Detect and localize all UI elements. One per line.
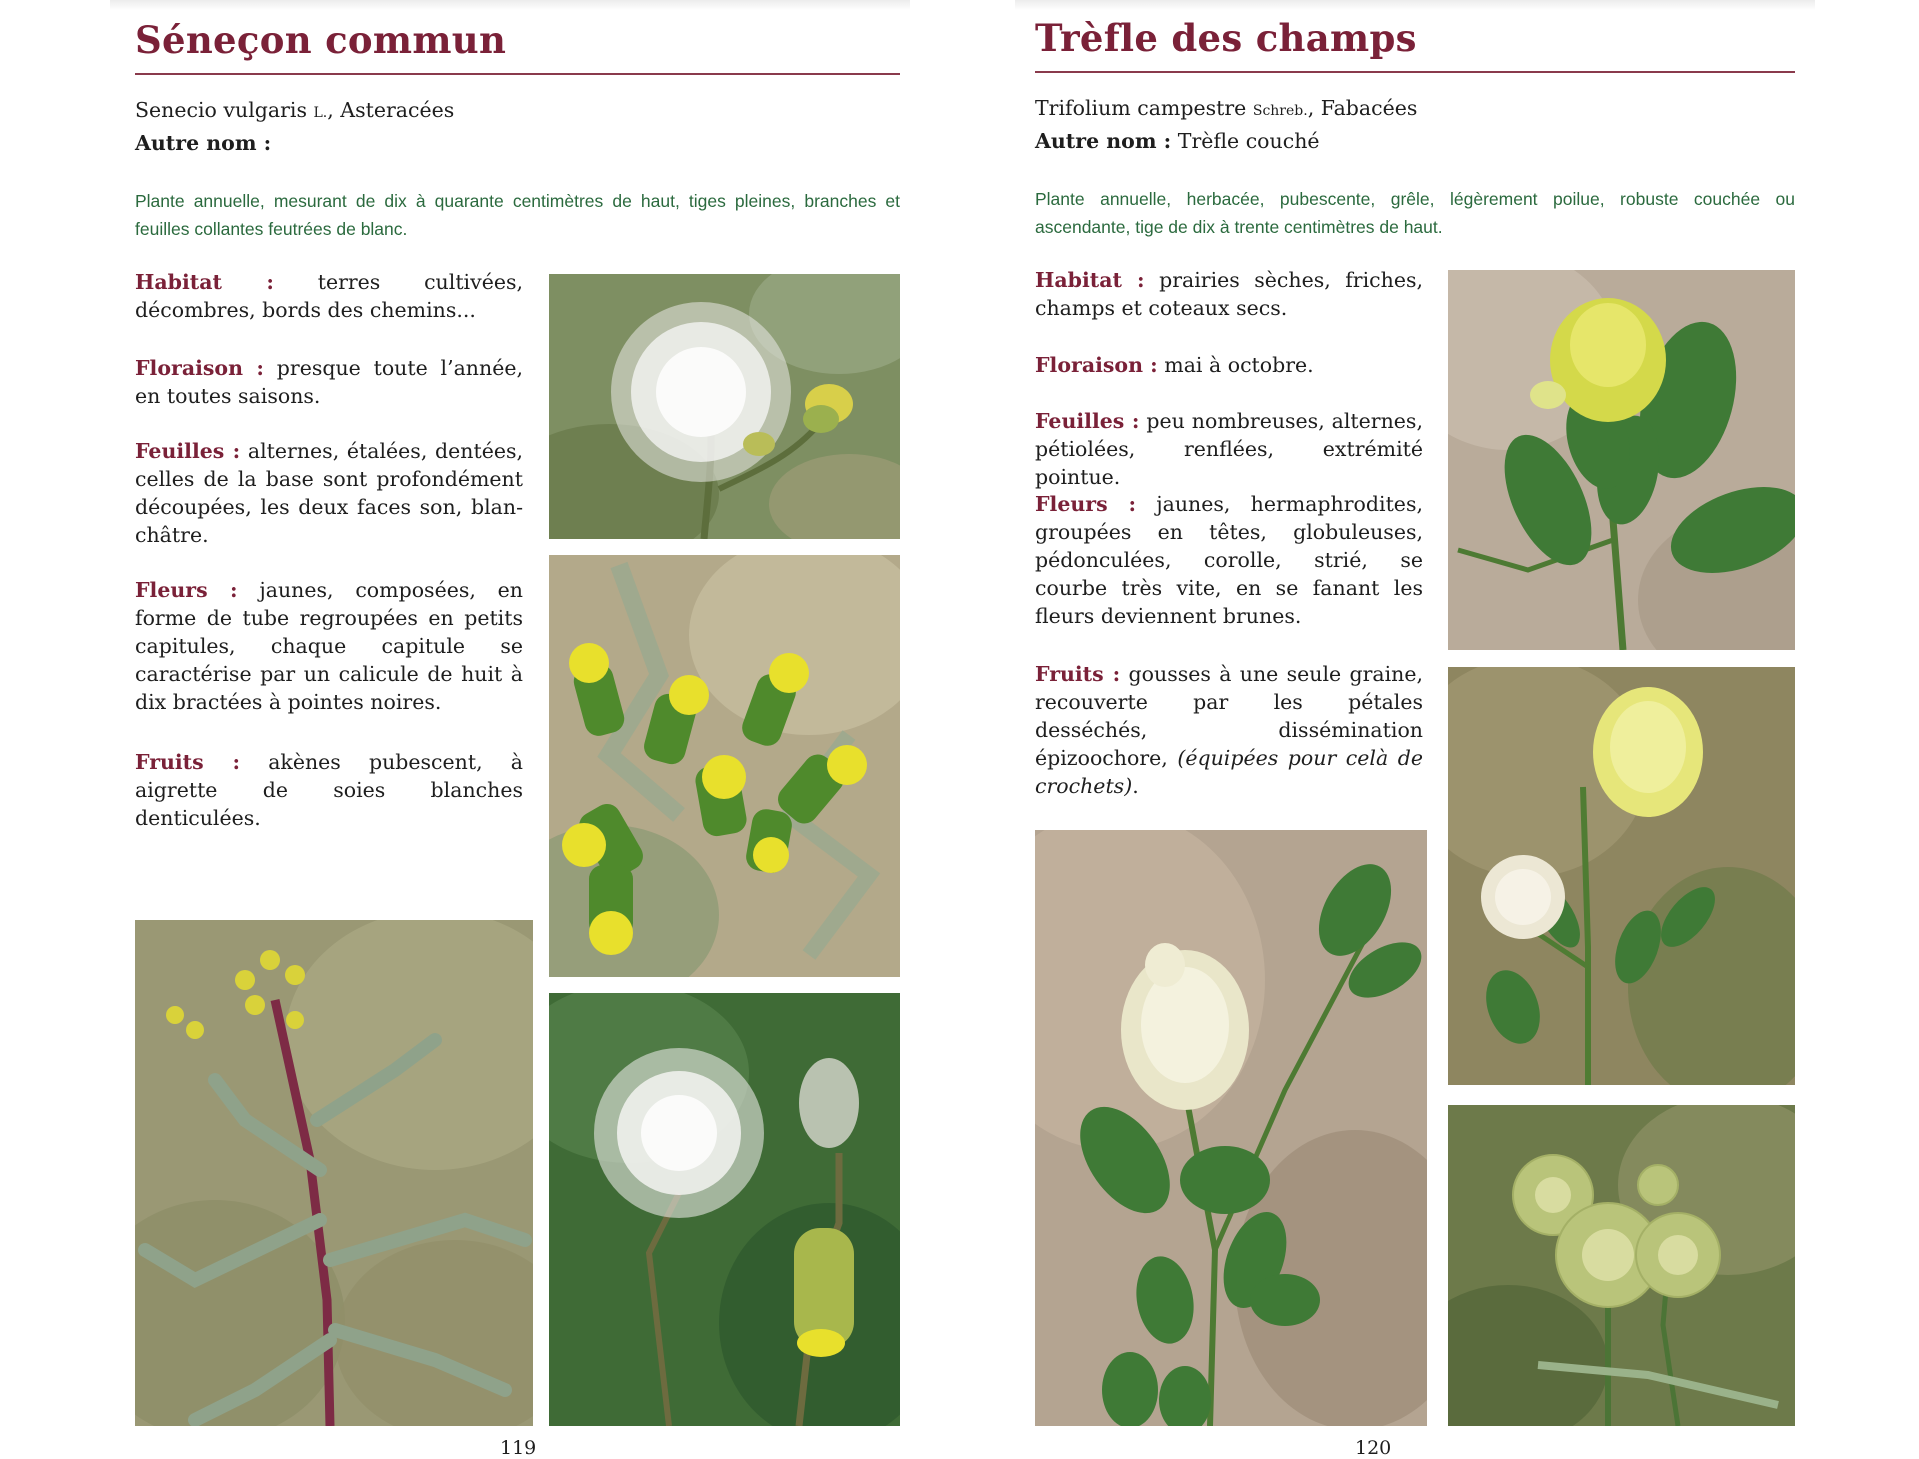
section-habitat [135,268,523,324]
photo-whole-plant [135,920,533,1426]
page-title: Séneçon commun [135,18,507,62]
photo-seed-puff-bud [549,993,900,1426]
page-number: 119 [500,1437,537,1459]
intro-description: Plante annuelle, herbacée, pubescente, grêle, légèrement poilue, robuste couchée ou ascendante, tige de dix à trente centimètres de haut. [1035,189,1795,237]
family-name: , Asteracées [327,98,455,122]
other-name-value: Trèfle couché [1177,129,1320,153]
page-title: Trèfle des champs [1035,16,1417,60]
author-abbrev: L. [313,105,328,121]
other-name-line [135,131,271,155]
section-text: akènes pubescent, à aigrette de soies blanches denticulées. [135,750,523,830]
page-top-shadow [110,0,910,10]
photo-clover-head-leaves [1448,270,1795,650]
section-fleurs [1035,490,1423,630]
section-text: jaunes, hermaphrodites, groupées en têtes, globuleuses, pédonculées, corolle, strié, se courbe très vite, en se fanant les fleurs deviennent brunes. [1035,492,1423,628]
author-abbrev: Schreb. [1252,103,1308,119]
scientific-name: Senecio vulgaris [135,98,307,122]
title-underline [1035,71,1795,73]
section-fleurs [135,576,523,716]
section-text: peu nombreuses, alternes, pétiolées, renflées, extrémité pointue. [1035,409,1423,489]
section-text: alternes, étalées, dentées, celles de la base sont profondément découpées, les deux faces son, blanchâtre. [135,439,523,547]
section-label: Feuilles : [135,439,241,463]
section-text: terres cultivées, décombres, bords des chemins... [135,270,523,322]
section-label: Fleurs : [1035,492,1137,516]
section-label: Habitat : [135,270,274,294]
section-text: prairies sèches, friches, champs et coteaux secs. [1035,268,1423,320]
section-feuilles [1035,407,1423,491]
section-fruits [1035,660,1423,800]
scientific-name-line [135,98,454,122]
photo-yellow-white-heads [1448,667,1795,1085]
photo-spiky-seed-heads [1448,1105,1795,1426]
photo-flower-heads [549,555,900,977]
intro-description: Plante annuelle, mesurant de dix à quarante centimètres de haut, tiges pleines, branches et feuilles collantes feutrées de blanc. [135,191,900,239]
section-label: Floraison : [1035,353,1158,377]
family-name: , Fabacées [1307,96,1418,120]
section-floraison [135,354,523,410]
section-note: (équipées pour celà de crochets) [1035,746,1423,798]
page-top-shadow [1015,0,1815,10]
right-page [955,0,1919,1459]
section-feuilles [135,437,523,549]
other-name-label: Autre nom : [1035,129,1172,153]
section-suffix: . [1132,774,1139,798]
section-label: Habitat : [1035,268,1145,292]
section-label: Fruits : [1035,662,1121,686]
photo-pale-clover [1035,830,1427,1426]
section-floraison [1035,351,1423,379]
section-label: Floraison : [135,356,264,380]
section-text: gousses à une seule graine, recouverte par les pétales desséchés, dissémination épizoochore, [1035,662,1423,770]
section-label: Feuilles : [1035,409,1140,433]
page-number: 120 [1355,1437,1392,1459]
section-text: jaunes, composées, en forme de tube regroupées en petits capitules, chaque capitule se caractérise par un calicule de huit à dix bractées à pointes noires. [135,578,523,714]
section-fruits [135,748,523,832]
section-label: Fruits : [135,750,241,774]
scientific-name: Trifolium campestre [1035,96,1247,120]
other-name-label: Autre nom : [135,131,272,155]
scientific-name-line [1035,96,1417,120]
title-underline [135,73,900,75]
section-label: Fleurs : [135,578,238,602]
section-text: mai à octobre. [1164,353,1314,377]
photo-seed-puff [549,274,900,539]
section-habitat [1035,266,1423,322]
left-page [0,0,955,1459]
other-name-line [1035,129,1320,153]
section-text: presque toute l’année, en toutes saisons. [135,356,523,408]
